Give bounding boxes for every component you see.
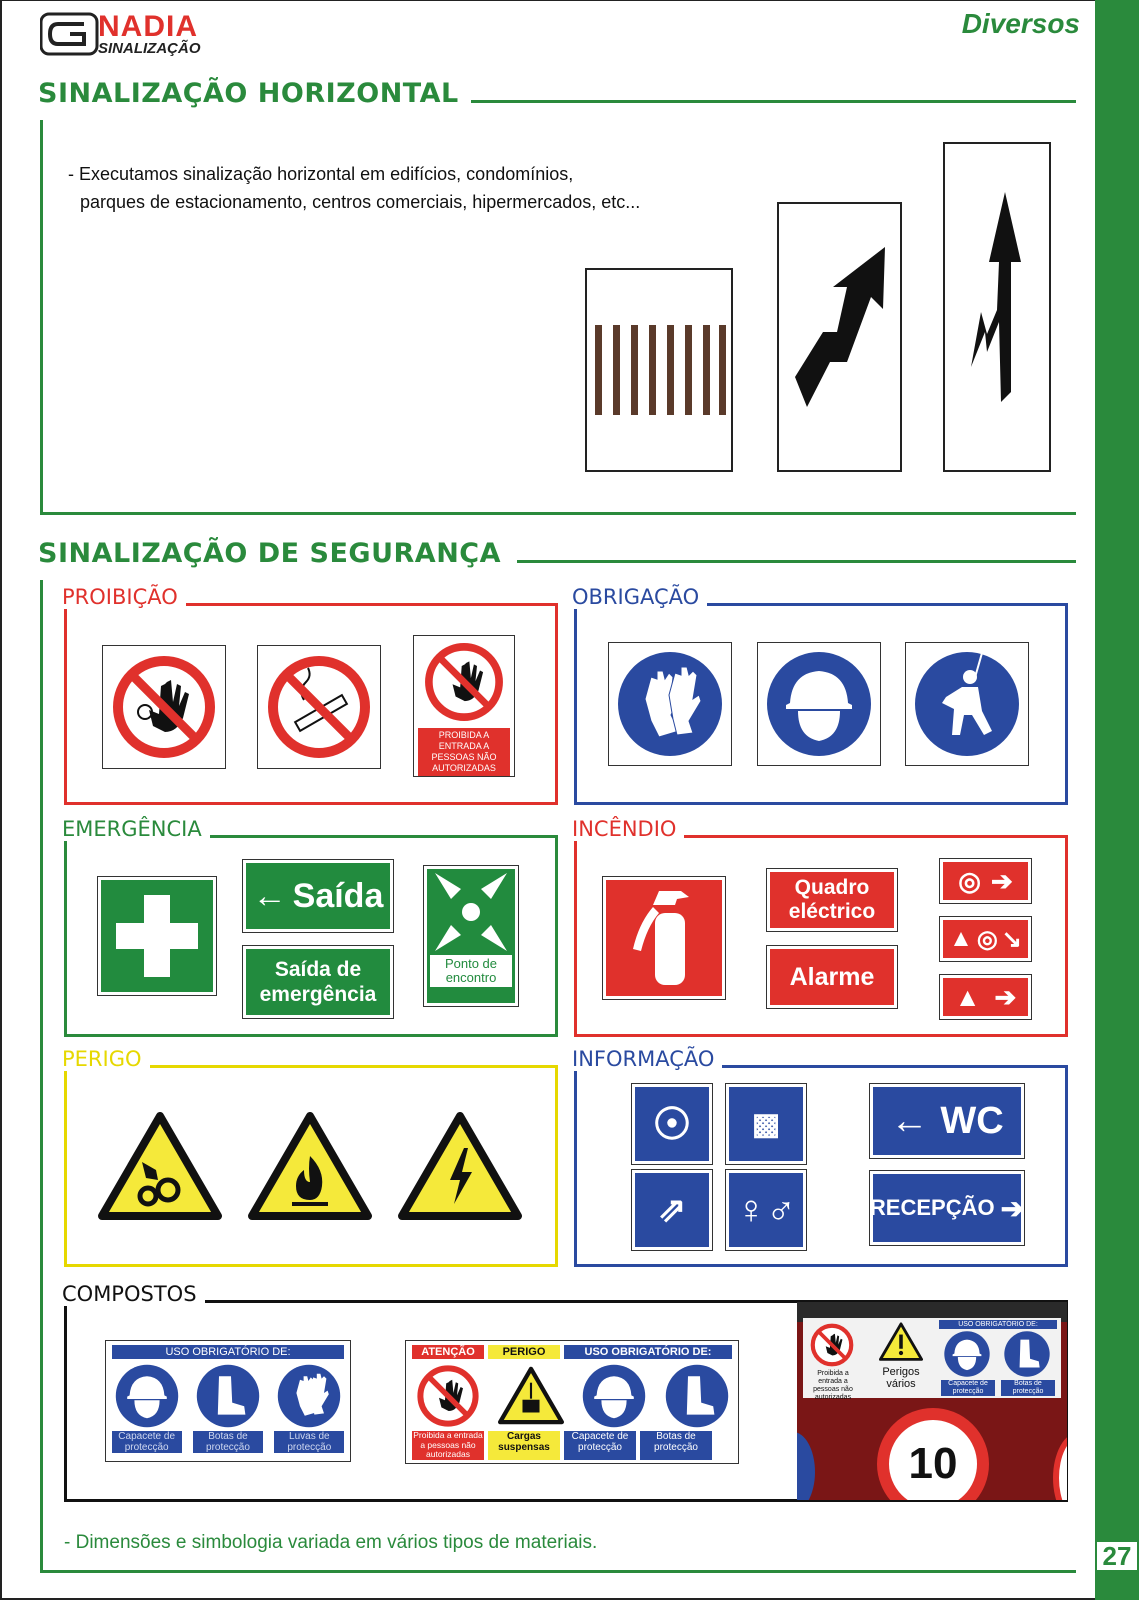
compound1-header: USO OBRIGATÓRIO DE: <box>112 1345 344 1359</box>
road-marking-turn-arrow <box>777 202 902 472</box>
sign-gloves-mandatory <box>608 642 732 766</box>
compound2-label-2: Cargas suspensas <box>488 1431 560 1460</box>
logo-mark-icon <box>40 12 100 58</box>
horizontal-left-rule <box>40 120 43 515</box>
arrow-left-icon: ← <box>890 1099 929 1142</box>
horizontal-description <box>68 160 640 216</box>
brand-name: NADIA <box>98 10 198 43</box>
sign-recepcao: RECEPÇÃO ➔ <box>870 1171 1024 1245</box>
harness-icon <box>912 649 1022 759</box>
compound-sign-mandatory <box>105 1340 351 1462</box>
obrigacao-title: OBRIGAÇÃO <box>572 585 707 609</box>
photo-blue-sign-left <box>797 1432 815 1500</box>
sign-extinguisher-hose-arrow <box>940 917 1031 961</box>
helmet-icon <box>764 649 874 759</box>
compound-sign-photo <box>797 1302 1067 1500</box>
meeting-table-icon: ▩ <box>751 1107 781 1141</box>
photo-header: USO OBRIGATÓRIO DE: <box>939 1320 1057 1329</box>
fire-hose-icon: ◎ <box>958 865 981 896</box>
arrow-right-icon: ➔ <box>1000 1192 1025 1224</box>
brand-logo <box>40 12 220 60</box>
compound1-label-2: Botas de protecção <box>193 1431 263 1453</box>
compostos-title: COMPOSTOS <box>62 1282 205 1306</box>
proibicao-title: PROIBIÇÃO <box>62 585 186 609</box>
page-frame-left <box>0 0 2 1600</box>
horizontal-section-title: SINALIZAÇÃO HORIZONTAL <box>38 78 471 109</box>
horizontal-text-line2: parques de estacionamento, centros comerciais, hipermercados, etc... <box>80 192 641 212</box>
photo-label-boots: Botas de protecção <box>1001 1380 1055 1396</box>
photo-speed-limit-sign: 10 <box>877 1408 989 1500</box>
informacao-title: INFORMAÇÃO <box>572 1047 722 1071</box>
sign-alarme: Alarme <box>767 946 897 1008</box>
seguranca-bottom-rule <box>40 1570 1076 1573</box>
fire-extinguisher-icon <box>619 883 709 993</box>
suspended-load-icon <box>498 1363 564 1429</box>
sign-saida: ← Saída <box>243 860 393 932</box>
boots-icon <box>1003 1330 1051 1378</box>
no-smoking-icon <box>264 652 374 762</box>
first-aid-cross-icon <box>112 891 202 981</box>
arrow-right-icon: ➔ <box>990 865 1013 896</box>
flame-warning-icon <box>248 1112 372 1222</box>
horizontal-text-line1: - Executamos sinalização horizontal em edifícios, condomínios, <box>68 164 574 184</box>
extinguisher-tiny-icon: ▲ <box>954 981 981 1012</box>
category-title: Diversos <box>961 8 1080 39</box>
seguranca-left-rule <box>40 580 43 1573</box>
gears-hand-warning-icon <box>98 1112 222 1222</box>
emergencia-title: EMERGÊNCIA <box>62 817 210 841</box>
road-marking-straight-arrow <box>943 142 1051 472</box>
sign-fire-extinguisher <box>603 877 725 999</box>
horizontal-bottom-rule <box>40 512 1076 515</box>
sign-meeting-room <box>726 1084 806 1164</box>
sign-extinguisher-arrow <box>940 975 1031 1019</box>
incendio-title: INCÊNDIO <box>572 817 684 841</box>
road-marking-crosswalk <box>585 268 733 472</box>
lightning-warning-icon <box>398 1112 522 1222</box>
crosswalk-stripes-icon <box>589 315 729 425</box>
photo-sign-panel <box>803 1318 1061 1401</box>
sign-escalator <box>632 1170 712 1250</box>
brand-subtitle: SINALIZAÇÃO <box>98 40 201 57</box>
woman-man-icon: ♀♂ <box>736 1187 796 1232</box>
helmet-icon <box>114 1363 180 1429</box>
photo-label-prohibited: Proibida a entrada a pessoas não autorizadas <box>813 1370 853 1401</box>
turn-arrow-icon <box>785 247 895 427</box>
compound1-label-1: Capacete de protecção <box>112 1431 182 1453</box>
sign-ponto-encontro <box>424 866 518 1006</box>
boots-icon <box>664 1363 730 1429</box>
compound2-label-4: Botas de protecção <box>640 1431 712 1460</box>
boots-icon <box>195 1363 261 1429</box>
sign-no-entry-unauthorized <box>413 635 515 777</box>
side-bar <box>1095 0 1139 1600</box>
sign-ponto-label: Ponto de encontro <box>430 955 512 987</box>
sign-saida-emergencia: Saída de emergência <box>243 946 393 1018</box>
compound1-label-3: Luvas de protecção <box>274 1431 344 1453</box>
page-number: 27 <box>1095 1540 1139 1572</box>
perigo-title: PERIGO <box>62 1047 150 1071</box>
photo-label-helmet: Capacete de protecção <box>941 1380 995 1396</box>
page-frame-top <box>0 0 1095 1</box>
arrow-down-right-icon: ↘ <box>1001 925 1022 953</box>
compound2-header-attention: ATENÇÃO <box>412 1345 484 1359</box>
photo-label-perigos: Perigos vários <box>882 1366 920 1390</box>
no-entry-hand-small-icon <box>418 640 510 724</box>
sign-no-entry-label: PROIBIDA A ENTRADA A PESSOAS NÃO AUTORIZADAS <box>418 728 510 776</box>
fork-knife-icon: ☉ <box>652 1099 692 1149</box>
sign-no-entry-hand <box>102 645 226 769</box>
sign-helmet-mandatory <box>757 642 881 766</box>
assembly-point-icon <box>431 869 511 955</box>
no-entry-hand-icon <box>809 1322 855 1368</box>
no-entry-hand-icon <box>109 652 219 762</box>
sign-first-aid <box>98 877 216 995</box>
fire-hose-small-icon: ◎ <box>976 925 998 953</box>
gloves-icon <box>615 649 725 759</box>
sign-danger-gears <box>98 1112 222 1222</box>
straight-turn-arrow-icon <box>957 192 1037 422</box>
sign-no-smoking <box>257 645 381 769</box>
arrow-right-icon: ➔ <box>994 981 1017 1012</box>
sign-harness-mandatory <box>905 642 1029 766</box>
arrow-left-icon: ← <box>252 876 287 915</box>
extinguisher-small-icon: ▲ <box>949 925 973 952</box>
gloves-icon <box>276 1363 342 1429</box>
compound2-header-mandatory: USO OBRIGATÓRIO DE: <box>564 1345 732 1359</box>
helmet-icon <box>581 1363 647 1429</box>
sign-quadro-electrico: Quadro eléctrico <box>767 869 897 931</box>
compound-sign-multi <box>405 1340 739 1464</box>
escalator-icon: ⇗ <box>657 1191 687 1229</box>
photo-red-sign-right <box>1053 1432 1067 1500</box>
compound2-label-3: Capacete de protecção <box>564 1431 636 1460</box>
sign-toilets <box>726 1170 806 1250</box>
sign-danger-electrical <box>398 1112 522 1222</box>
compound2-label-1: Proibida a entrada a pessoas não autorizadas <box>413 1430 483 1459</box>
sign-restaurant <box>632 1084 712 1164</box>
sign-danger-flammable <box>248 1112 372 1222</box>
helmet-icon <box>943 1330 991 1378</box>
footer-note: - Dimensões e simbologia variada em vários tipos de materiais. <box>64 1532 598 1553</box>
general-warning-icon <box>879 1322 923 1362</box>
compound2-header-danger: PERIGO <box>488 1345 560 1359</box>
sign-wc: ← WC <box>870 1084 1024 1158</box>
seguranca-section-title: SINALIZAÇÃO DE SEGURANÇA <box>38 538 517 569</box>
sign-fire-hose-arrow <box>940 859 1031 903</box>
no-entry-hand-icon <box>415 1363 481 1429</box>
